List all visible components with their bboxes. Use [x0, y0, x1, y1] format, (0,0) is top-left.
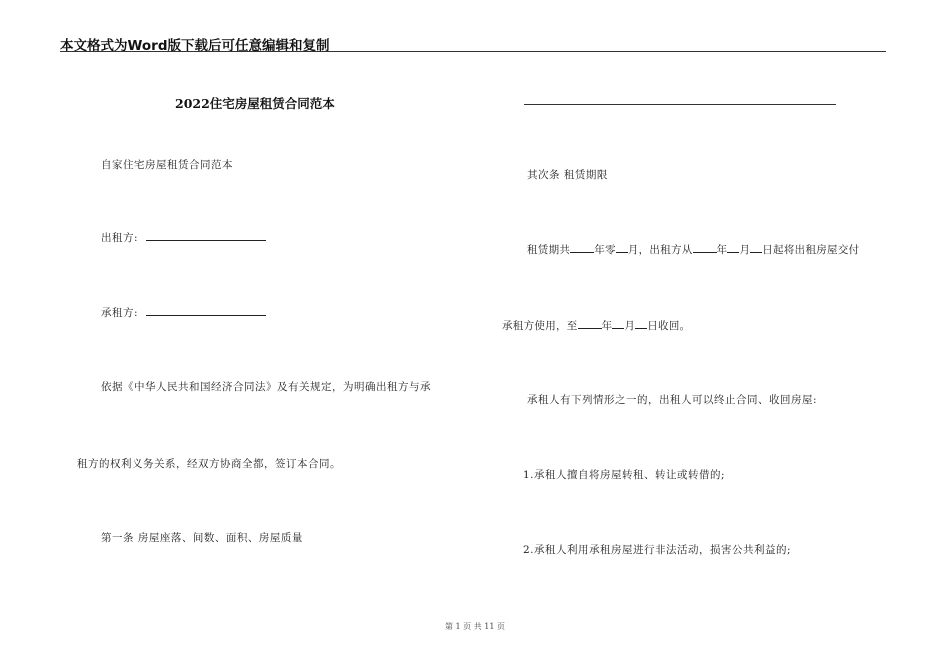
term2-text-4: 日收回。	[647, 320, 691, 332]
right-column-rule	[524, 104, 836, 105]
term2-text-1: 承租方使用，至	[502, 320, 578, 332]
term-years-blank	[570, 242, 594, 253]
preamble-line-1: 依据《中华人民共和国经济合同法》及有关规定，为明确出租方与承	[101, 381, 431, 393]
end-year-blank	[578, 318, 602, 329]
start-year-blank	[693, 242, 717, 253]
end-month-blank	[612, 318, 624, 329]
article-2-heading: 其次条 租赁期限	[527, 169, 608, 181]
term-months-blank	[616, 242, 628, 253]
term-text-5: 月	[739, 244, 751, 256]
preamble-line-2: 租方的权利义务关系，经双方协商全都，签订本合同。	[77, 458, 341, 470]
term-text-4: 年	[716, 244, 728, 256]
lessee-blank	[146, 305, 266, 316]
document-header: 本文格式为Word版下载后可任意编辑和复制	[60, 38, 330, 54]
term-text-6: 日起将出租房屋交付	[762, 244, 860, 256]
lessor-blank	[146, 230, 266, 241]
footer-text-1: 第	[444, 622, 453, 631]
end-day-blank	[635, 318, 647, 329]
document-title: 2022住宅房屋租赁合同范本	[175, 96, 335, 111]
header-divider	[60, 51, 886, 52]
lessee-line	[101, 305, 266, 320]
term2-text-3: 月	[624, 320, 636, 332]
footer-text-2: 页 共	[463, 622, 482, 631]
termination-intro: 承租人有下列情形之一的，出租人可以终止合同、收回房屋:	[527, 394, 818, 406]
start-day-blank	[750, 242, 762, 253]
lease-term-line-2	[502, 318, 690, 333]
term-text-3: 月，出租方从	[627, 244, 693, 256]
lessor-label: 出租方:	[101, 232, 139, 244]
term-text-1: 租赁期共	[527, 244, 571, 256]
footer-text-3: 页	[497, 622, 505, 631]
lessor-line	[101, 230, 266, 245]
termination-item-1: 1.承租人擅自将房屋转租、转让或转借的;	[523, 469, 726, 481]
lease-term-line-1	[527, 242, 859, 257]
total-pages: 11	[484, 622, 495, 631]
page-footer	[0, 621, 950, 632]
contract-subtitle: 自家住宅房屋租赁合同范本	[101, 159, 233, 171]
term2-text-2: 年	[601, 320, 613, 332]
termination-item-2: 2.承租人利用承租房屋进行非法活动，损害公共利益的;	[523, 544, 792, 556]
lessee-label: 承租方:	[101, 307, 139, 319]
article-1-heading: 第一条 房屋座落、间数、面积、房屋质量	[101, 532, 303, 544]
page-number: 1	[455, 622, 461, 631]
term-text-2: 年零	[594, 244, 616, 256]
start-month-blank	[727, 242, 739, 253]
